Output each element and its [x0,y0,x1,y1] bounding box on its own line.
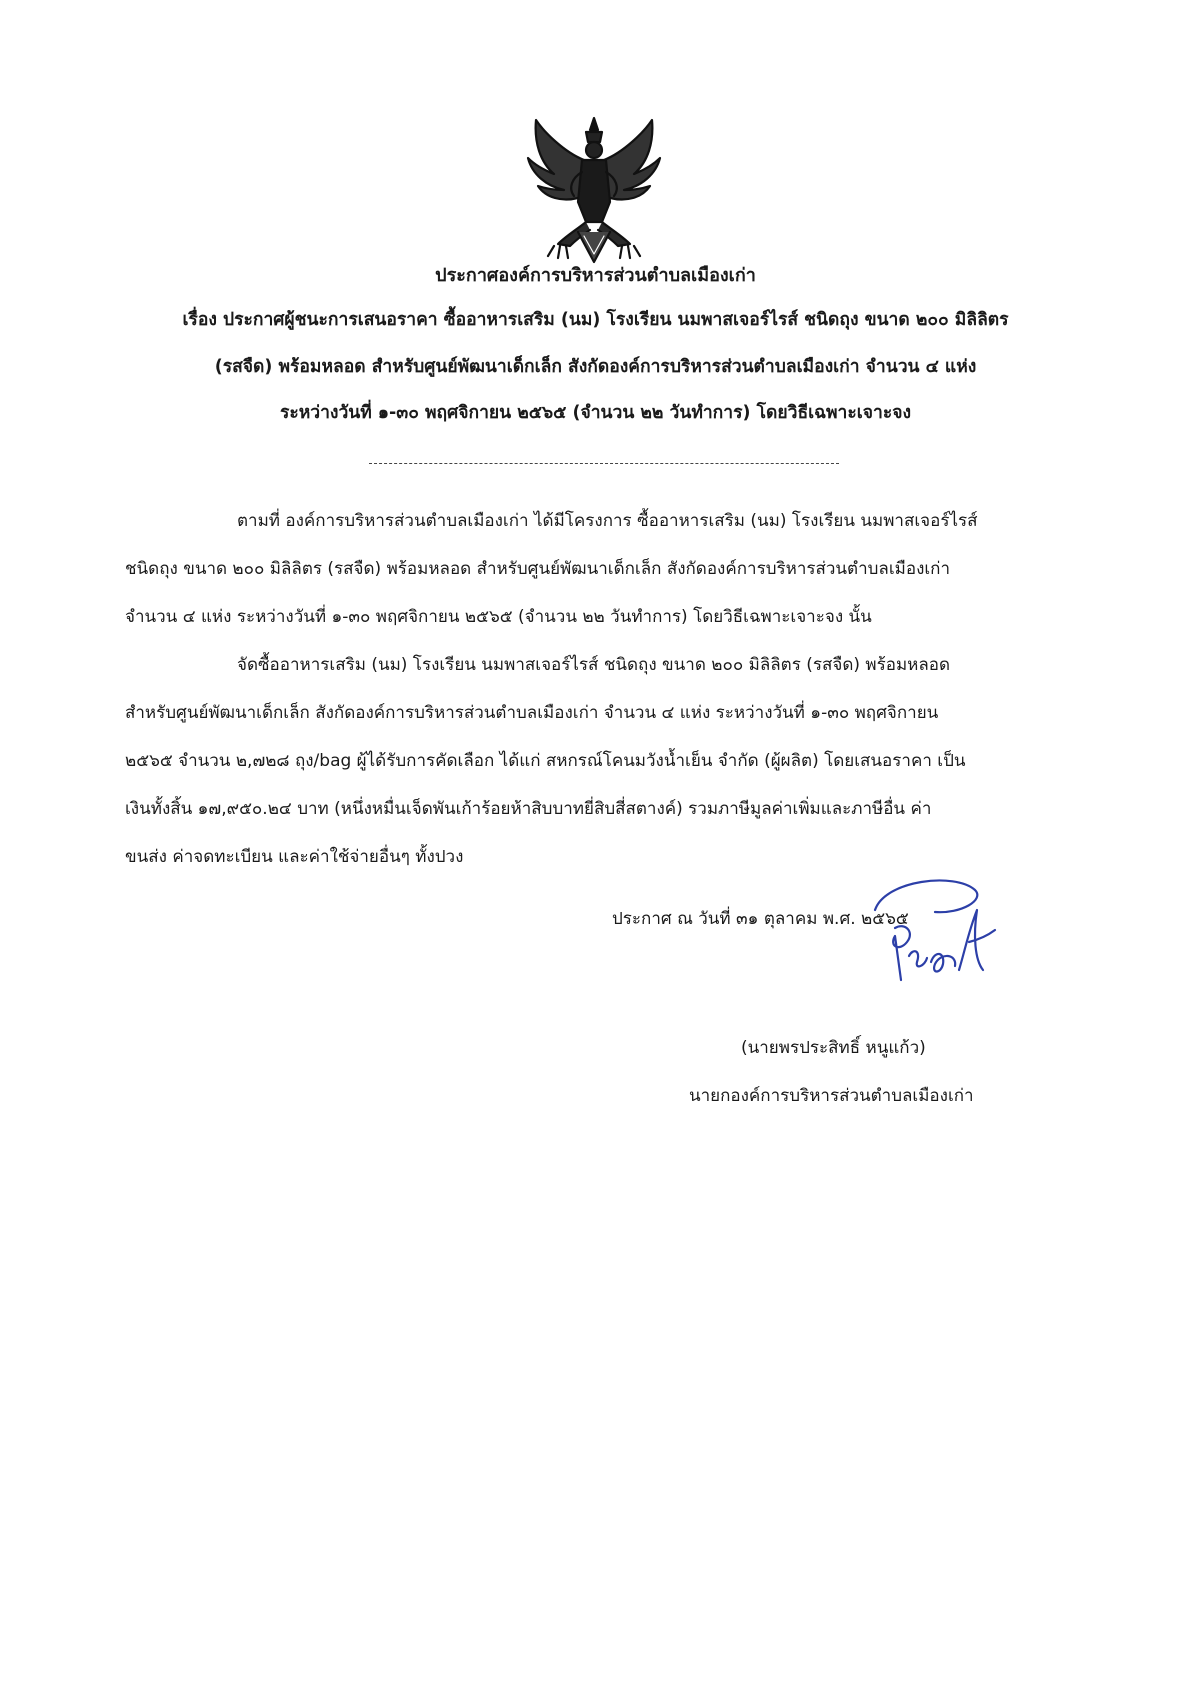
announcement-title: ประกาศองค์การบริหารส่วนตำบลเมืองเก่า [435,265,756,286]
subject-line-1: เรื่อง ประกาศผู้ชนะการเสนอราคา ซื้ออาหารเสริม (นม) โรงเรียน นมพาสเจอร์ไรส์ ชนิดถุง ขนาด ๒๐๐ มิลิลิตร [182,310,1009,330]
paragraph-1-line-1: ตามที่ องค์การบริหารส่วนตำบลเมืองเก่า ได้มีโครงการ ซื้ออาหารเสริม (นม) โรงเรียน นมพาสเจอร์ไรส์ [237,511,978,531]
paragraph-2-line-4: เงินทั้งสิ้น ๑๗,๙๕๐.๒๔ บาท (หนึ่งหมื่นเจ็ดพันเก้าร้อยห้าสิบบาทยี่สิบสี่สตางค์) รวมภาษีมูลค่าเพิ่มและภาษีอื่น ค่า [125,799,932,819]
signer-name: (นายพรประสิทธิ์ หนูแก้ว) [741,1038,926,1058]
handwritten-signature [865,870,1015,1000]
dashed-divider [369,463,839,464]
paragraph-1-line-3: จำนวน ๔ แห่ง ระหว่างวันที่ ๑-๓๐ พฤศจิกายน ๒๕๖๕ (จำนวน ๒๒ วันทำการ) โดยวิธีเฉพาะเจาะจง นั้น [125,607,872,627]
announcement-date: ประกาศ ณ วันที่ ๓๑ ตุลาคม พ.ศ. ๒๕๖๕ [612,909,909,929]
subject-line-2: (รสจืด) พร้อมหลอด สำหรับศูนย์พัฒนาเด็กเล็ก สังกัดองค์การบริหารส่วนตำบลเมืองเก่า จำนวน ๔ แห่ง [214,357,977,377]
signer-position: นายกองค์การบริหารส่วนตำบลเมืองเก่า [689,1086,974,1106]
paragraph-2-line-1: จัดซื้ออาหารเสริม (นม) โรงเรียน นมพาสเจอร์ไรส์ ชนิดถุง ขนาด ๒๐๐ มิลิลิตร (รสจืด) พร้อมหลอด [237,655,951,675]
paragraph-2-line-2: สำหรับศูนย์พัฒนาเด็กเล็ก สังกัดองค์การบริหารส่วนตำบลเมืองเก่า จำนวน ๔ แห่ง ระหว่างวันที่ ๑-๓๐ พฤศจิกายน [125,703,939,723]
subject-line-3: ระหว่างวันที่ ๑-๓๐ พฤศจิกายน ๒๕๖๕ (จำนวน ๒๒ วันทำการ) โดยวิธีเฉพาะเจาะจง [279,403,912,423]
paragraph-2-line-5: ขนส่ง ค่าจดทะเบียน และค่าใช้จ่ายอื่นๆ ทั้งปวง [125,847,464,867]
paragraph-2-line-3: ๒๕๖๕ จำนวน ๒,๗๒๘ ถุง/bag ผู้ได้รับการคัดเลือก ได้แก่ สหกรณ์โคนมวังน้ำเย็น จำกัด (ผู้ผลิต) โดยเสนอราคา เป็น [125,751,966,771]
paragraph-1-line-2: ชนิดถุง ขนาด ๒๐๐ มิลิลิตร (รสจืด) พร้อมหลอด สำหรับศูนย์พัฒนาเด็กเล็ก สังกัดองค์การบริหารส่วนตำบลเมืองเก่า [125,559,951,579]
garuda-emblem-icon [514,112,674,272]
